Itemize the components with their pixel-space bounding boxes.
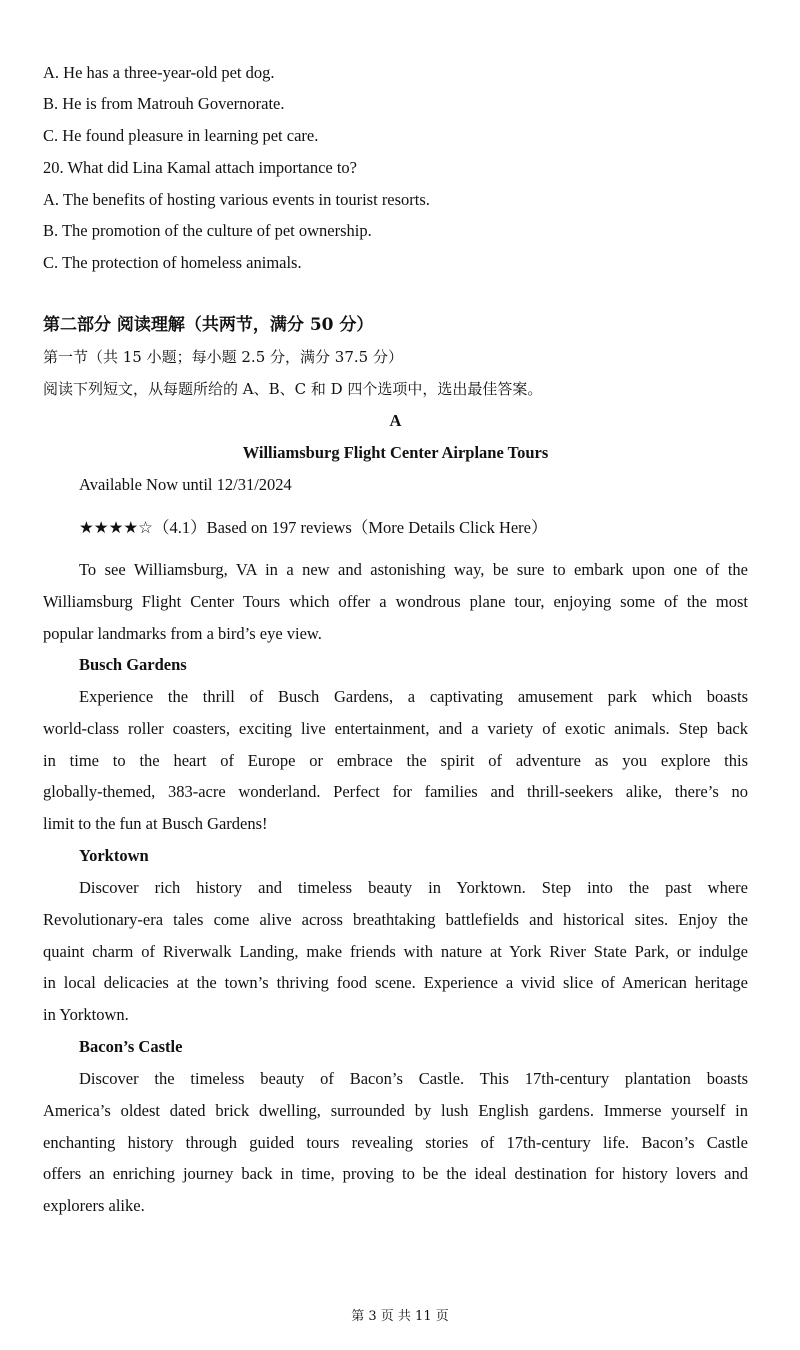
- heading-bacons-castle: Bacon’s Castle: [79, 1037, 183, 1056]
- paragraph-line: globally-themed, 383-acre wonderland. Perfect for families and thrill-seekers alike, there’s no: [43, 782, 748, 802]
- paragraph-line: in Yorktown.: [43, 1005, 129, 1025]
- paragraph-line: Revolutionary-era tales come alive across breathtaking battlefields and historical sites. Enjoy the: [43, 909, 748, 929]
- heading-yorktown: Yorktown: [79, 846, 149, 865]
- option-c-q19: C. He found pleasure in learning pet care.: [43, 126, 319, 145]
- option-b-q20: B. The promotion of the culture of pet ownership.: [43, 221, 372, 240]
- intro-line: popular landmarks from a bird’s eye view.: [43, 623, 322, 643]
- option-c-q20: C. The protection of homeless animals.: [43, 253, 302, 272]
- paragraph-line: Experience the thrill of Busch Gardens, a captivating amusement park which boasts: [79, 687, 748, 706]
- paragraph-line: enchanting history through guided tours revealing stories of 17th-century life. Bacon’s Castle: [43, 1132, 748, 1152]
- paragraph-line: America’s oldest dated brick dwelling, surrounded by lush English gardens. Immerse yourself in: [43, 1100, 748, 1120]
- option-a-q20: A. The benefits of hosting various events in tourist resorts.: [43, 190, 430, 209]
- heading-busch-gardens: Busch Gardens: [79, 655, 187, 674]
- paragraph-line: Discover the timeless beauty of Bacon’s Castle. This 17th-century plantation boasts: [79, 1069, 748, 1088]
- section-subtitle: 第一节（共 15 小题；每小题 2.5 分，满分 37.5 分）: [43, 348, 403, 366]
- intro-paragraph: [43, 554, 748, 649]
- availability-text: Available Now until 12/31/2024: [79, 475, 292, 494]
- intro-line: To see Williamsburg, VA in a new and astonishing way, be sure to embark upon one of the: [79, 560, 748, 579]
- busch-gardens-paragraph: [43, 681, 748, 840]
- section-instruction: 阅读下列短文，从每题所给的 A、B、C 和 D 四个选项中，选出最佳答案。: [43, 380, 543, 398]
- paragraph-line: explorers alike.: [43, 1196, 145, 1216]
- bacons-castle-paragraph: [43, 1063, 748, 1222]
- option-b-q19: B. He is from Matrouh Governorate.: [43, 94, 285, 113]
- paragraph-line: in local delicacies at the town’s thriving food scene. Experience a vivid slice of American heritage: [43, 973, 748, 993]
- paragraph-line: offers an enriching journey back in time, proving to be the ideal destination for history lovers and: [43, 1164, 748, 1184]
- paragraph-line: limit to the fun at Busch Gardens!: [43, 814, 268, 834]
- paragraph-line: in time to the heart of Europe or embrace the spirit of adventure as you explore this: [43, 750, 748, 770]
- option-a-q19: A. He has a three-year-old pet dog.: [43, 63, 275, 82]
- paragraph-line: world-class roller coasters, exciting live entertainment, and a variety of exotic animals. Step back: [43, 718, 748, 738]
- rating-line: ★★★★☆（4.1）Based on 197 reviews（More Details Click Here）: [79, 518, 548, 537]
- intro-line: Williamsburg Flight Center Tours which offer a wondrous plane tour, enjoying some of the most: [43, 591, 748, 611]
- passage-letter: A: [389, 411, 402, 430]
- passage-title: Williamsburg Flight Center Airplane Tours: [242, 443, 549, 462]
- paragraph-line: Discover rich history and timeless beauty in Yorktown. Step into the past where: [79, 878, 748, 897]
- question-20: 20. What did Lina Kamal attach importance to?: [43, 158, 357, 177]
- page-number-footer: 第 3 页 共 11 页: [351, 1309, 449, 1324]
- yorktown-paragraph: [43, 872, 748, 1031]
- section-title: 第二部分 阅读理解（共两节，满分 50 分）: [43, 315, 374, 335]
- paragraph-line: quaint charm of Riverwalk Landing, make friends with nature at York River State Park, or indulge: [43, 941, 748, 961]
